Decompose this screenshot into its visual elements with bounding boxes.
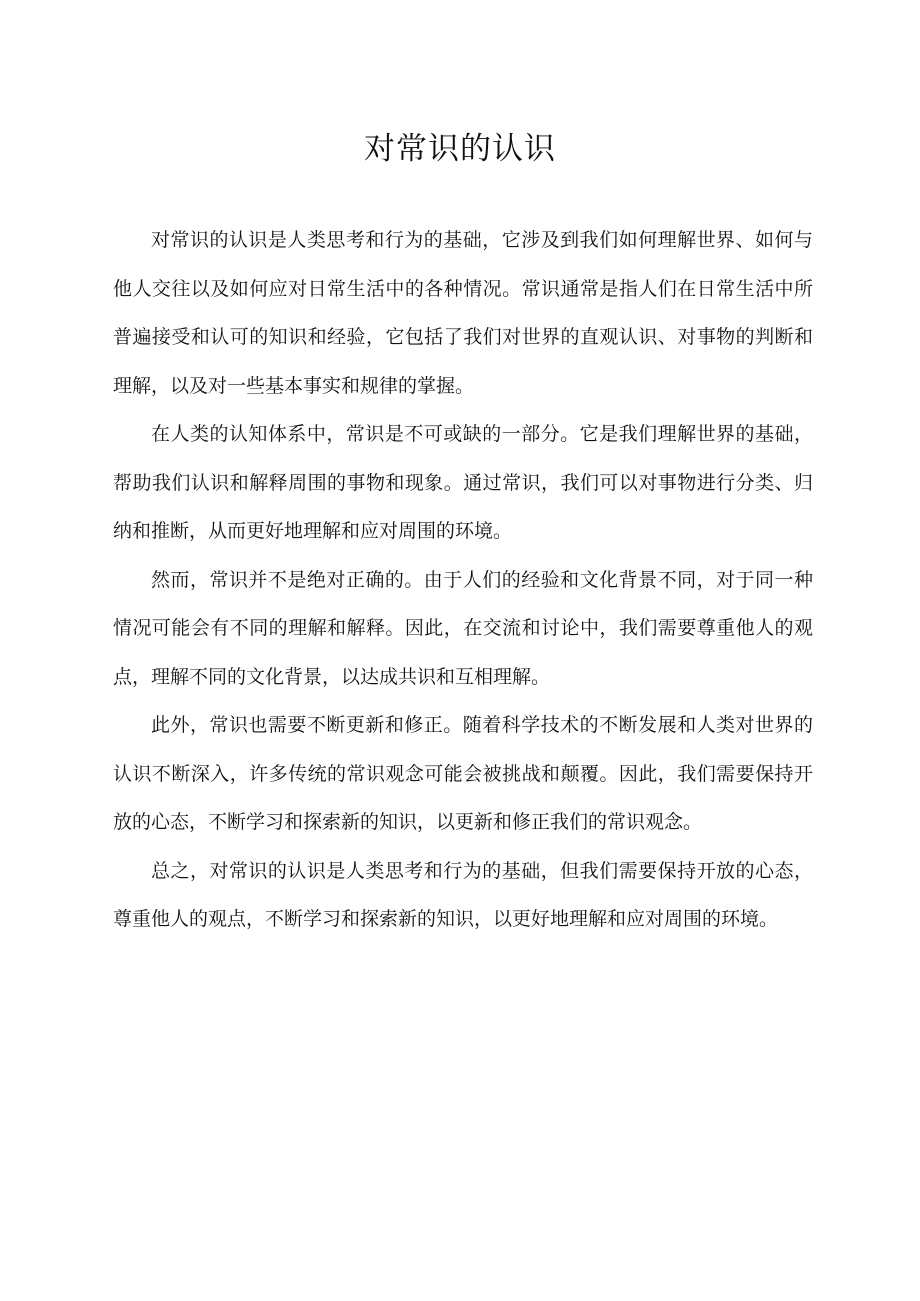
document-body (113, 216, 813, 944)
paragraph-5: 总之，对常识的认识是人类思考和行为的基础，但我们需要保持开放的心态，尊重他人的观点，不断学习和探索新的知识，以更好地理解和应对周围的环境。 (113, 859, 813, 930)
paragraph-3: 然而，常识并不是绝对正确的。由于人们的经验和文化背景不同，对于同一种情况可能会有不同的理解和解释。因此，在交流和讨论中，我们需要尊重他人的观点，理解不同的文化背景，以达成共识和互相理解。 (113, 568, 813, 688)
paragraph-4: 此外，常识也需要不断更新和修正。随着科学技术的不断发展和人类对世界的认识不断深入，许多传统的常识观念可能会被挑战和颠覆。因此，我们需要保持开放的心态，不断学习和探索新的知识，以更新和修正我们的常识观念。 (113, 714, 813, 833)
document-title: 对常识的认识 (364, 131, 556, 167)
paragraph-1: 对常识的认识是人类思考和行为的基础，它涉及到我们如何理解世界、如何与他人交往以及如何应对日常生活中的各种情况。常识通常是指人们在日常生活中所普遍接受和认可的知识和经验，它包括了我们对世界的直观认识、对事物的判断和理解，以及对一些基本事实和规律的掌握。 (113, 229, 813, 397)
paragraph-2: 在人类的认知体系中，常识是不可或缺的一部分。它是我们理解世界的基础，帮助我们认识和解释周围的事物和现象。通过常识，我们可以对事物进行分类、归纳和推断，从而更好地理解和应对周围的环境。 (113, 423, 813, 542)
